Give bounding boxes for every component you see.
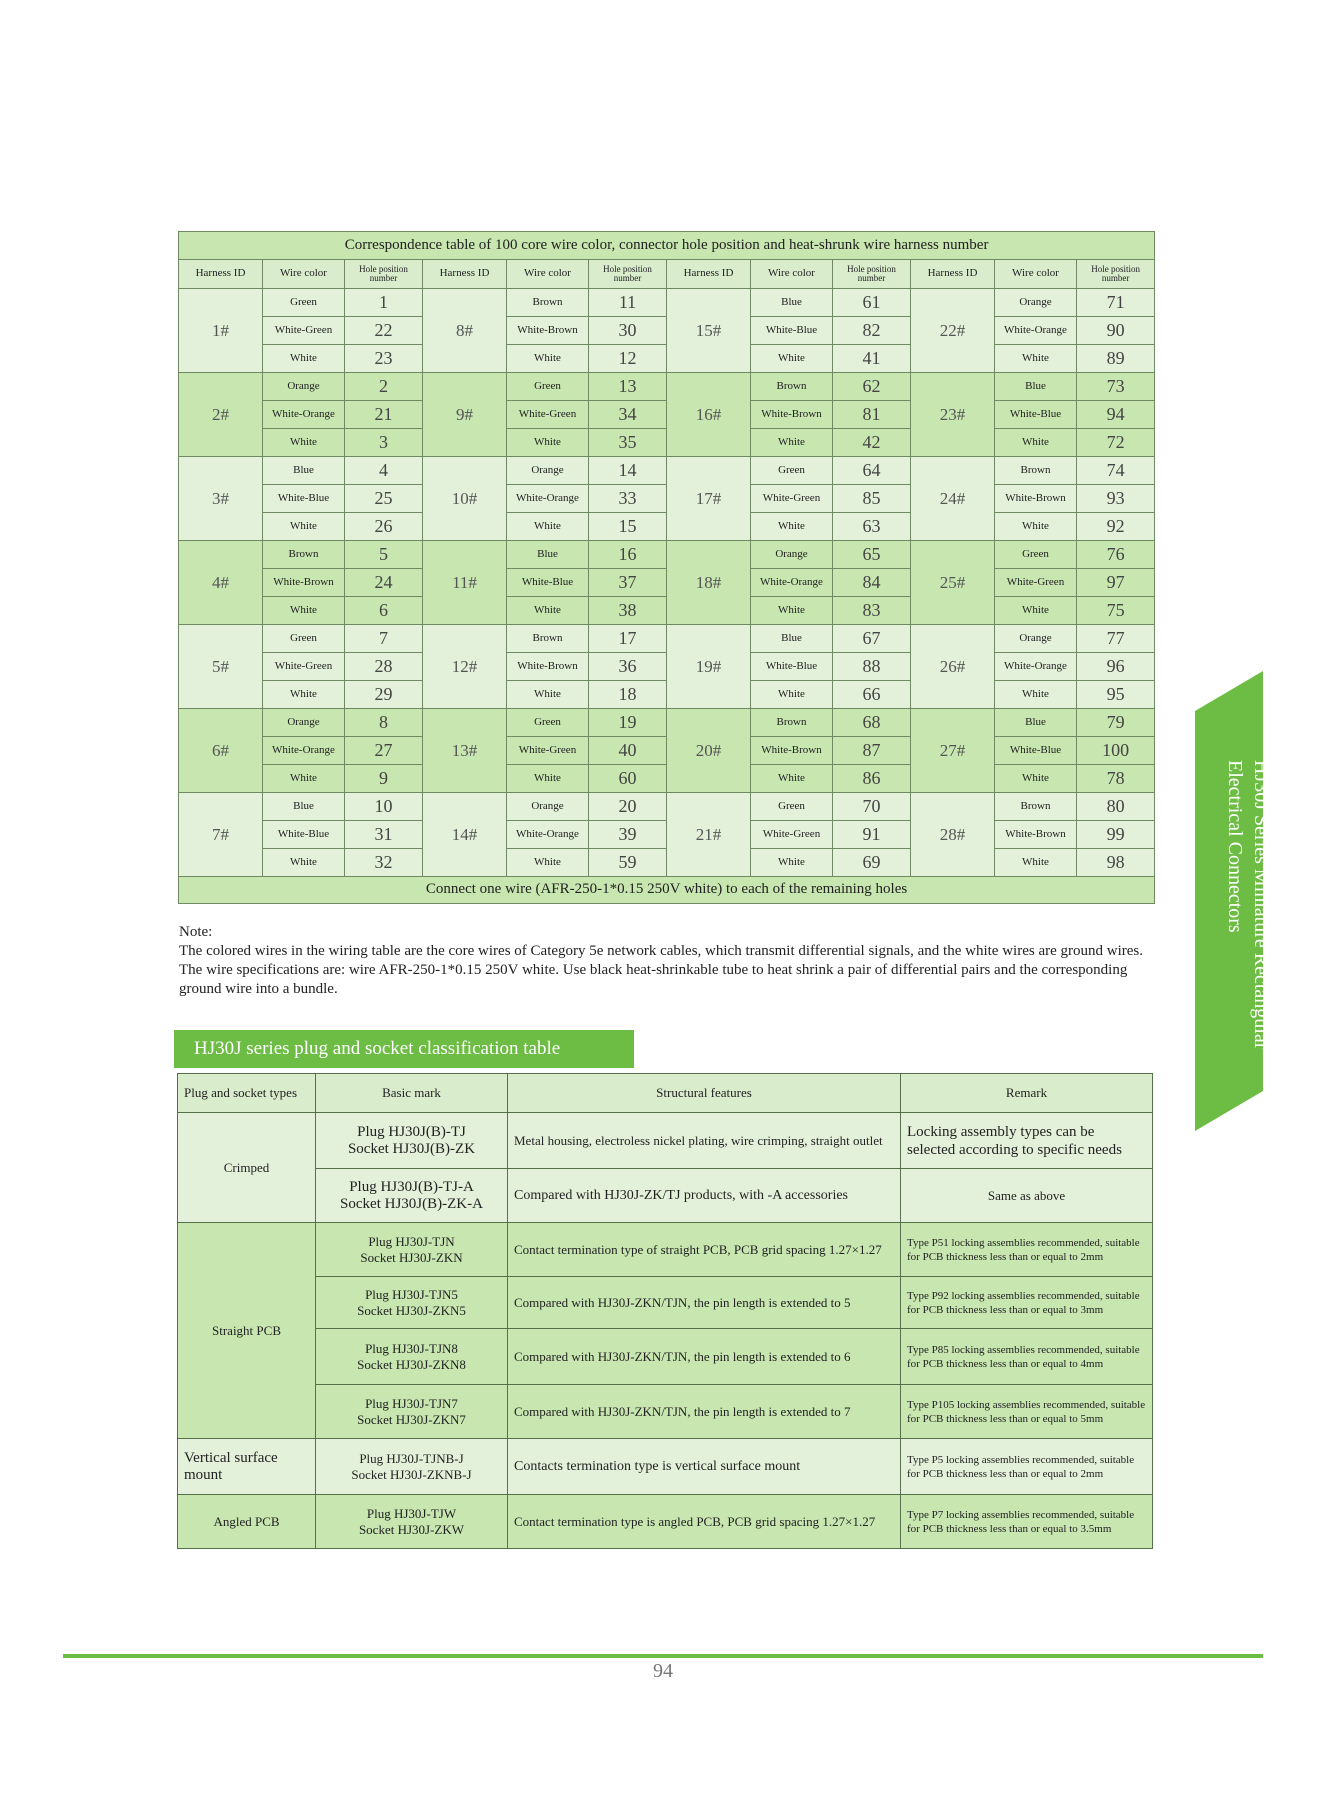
- mark-cell: Plug HJ30J-TJNB-J Socket HJ30J-ZKNB-J: [316, 1439, 508, 1495]
- wire-color: White: [263, 681, 345, 709]
- wire-color: White: [751, 765, 833, 793]
- col-basic-mark: Basic mark: [316, 1074, 508, 1113]
- corr-header: Wire color: [995, 260, 1077, 289]
- hole-position: 27: [345, 737, 423, 765]
- hole-position: 33: [589, 485, 667, 513]
- hole-position: 74: [1077, 457, 1155, 485]
- hole-position: 99: [1077, 821, 1155, 849]
- wire-color: White-Green: [507, 737, 589, 765]
- corr-header: Wire color: [751, 260, 833, 289]
- feature-cell: Contacts termination type is vertical surface mount: [508, 1439, 901, 1495]
- hole-position: 20: [589, 793, 667, 821]
- wire-color: Blue: [751, 625, 833, 653]
- harness-id: 22#: [911, 289, 995, 373]
- side-tab-line2: Electrical Connectors: [1224, 760, 1246, 933]
- wire-color: Orange: [263, 709, 345, 737]
- corr-row: [179, 289, 1155, 317]
- wire-color: White: [507, 345, 589, 373]
- wire-color: White: [751, 681, 833, 709]
- corr-row: [179, 625, 1155, 653]
- wire-color: White-Green: [751, 485, 833, 513]
- hole-position: 65: [833, 541, 911, 569]
- hole-position: 89: [1077, 345, 1155, 373]
- hole-position: 2: [345, 373, 423, 401]
- wire-color: Brown: [995, 457, 1077, 485]
- hole-position: 66: [833, 681, 911, 709]
- wire-color: White: [751, 849, 833, 877]
- wire-color: White-Blue: [507, 569, 589, 597]
- wire-color: White-Green: [263, 317, 345, 345]
- hole-position: 4: [345, 457, 423, 485]
- wire-color: White: [263, 429, 345, 457]
- hole-position: 35: [589, 429, 667, 457]
- mark-cell: Plug HJ30J-TJN7 Socket HJ30J-ZKN7: [316, 1385, 508, 1439]
- hole-position: 24: [345, 569, 423, 597]
- hole-position: 97: [1077, 569, 1155, 597]
- wire-color: White-Green: [507, 401, 589, 429]
- harness-id: 16#: [667, 373, 751, 457]
- hole-position: 64: [833, 457, 911, 485]
- wire-color: Green: [263, 625, 345, 653]
- wire-color: Green: [507, 373, 589, 401]
- mark-cell: Plug HJ30J-TJN8 Socket HJ30J-ZKN8: [316, 1329, 508, 1385]
- wire-color: White-Orange: [507, 821, 589, 849]
- corr-header: Wire color: [507, 260, 589, 289]
- wire-color: Green: [751, 793, 833, 821]
- harness-id: 6#: [179, 709, 263, 793]
- hole-position: 84: [833, 569, 911, 597]
- corr-header: Hole position number: [345, 260, 423, 289]
- note-block: [179, 923, 1154, 999]
- wire-color: Green: [751, 457, 833, 485]
- wire-color: White: [751, 429, 833, 457]
- corr-row: [179, 793, 1155, 821]
- mark-cell: Plug HJ30J-TJN5 Socket HJ30J-ZKN5: [316, 1277, 508, 1329]
- wire-color: Brown: [751, 709, 833, 737]
- harness-id: 19#: [667, 625, 751, 709]
- hole-position: 41: [833, 345, 911, 373]
- hole-position: 8: [345, 709, 423, 737]
- wire-color: Green: [995, 541, 1077, 569]
- harness-id: 12#: [423, 625, 507, 709]
- wire-color: White: [995, 429, 1077, 457]
- mark-cell: Plug HJ30J(B)-TJ-A Socket HJ30J(B)-ZK-A: [316, 1169, 508, 1223]
- wire-color: White-Blue: [995, 401, 1077, 429]
- remark-cell: Locking assembly types can be selected according to specific needs: [901, 1113, 1153, 1169]
- harness-id: 20#: [667, 709, 751, 793]
- hole-position: 38: [589, 597, 667, 625]
- harness-id: 18#: [667, 541, 751, 625]
- hole-position: 31: [345, 821, 423, 849]
- harness-id: 14#: [423, 793, 507, 877]
- wire-color: White: [263, 513, 345, 541]
- hole-position: 61: [833, 289, 911, 317]
- wire-color: Orange: [263, 373, 345, 401]
- wire-color: White-Brown: [751, 401, 833, 429]
- wire-color: White-Brown: [751, 737, 833, 765]
- hole-position: 22: [345, 317, 423, 345]
- hole-position: 13: [589, 373, 667, 401]
- type-straight-pcb: Straight PCB: [178, 1223, 316, 1439]
- wire-color: White: [507, 849, 589, 877]
- hole-position: 85: [833, 485, 911, 513]
- wire-color: White: [507, 765, 589, 793]
- hole-position: 96: [1077, 653, 1155, 681]
- wire-color: White: [751, 513, 833, 541]
- corr-row: [179, 373, 1155, 401]
- correspondence-title: Correspondence table of 100 core wire color, connector hole position and heat-shrunk wire harness number: [179, 232, 1155, 260]
- feature-cell: Compared with HJ30J-ZK/TJ products, with -A accessories: [508, 1169, 901, 1223]
- harness-id: 15#: [667, 289, 751, 373]
- correspondence-table: [178, 231, 1155, 904]
- corr-header: Harness ID: [911, 260, 995, 289]
- wire-color: Orange: [507, 457, 589, 485]
- hole-position: 7: [345, 625, 423, 653]
- hole-position: 98: [1077, 849, 1155, 877]
- wire-color: White: [995, 849, 1077, 877]
- side-tab-title: [1184, 760, 1274, 1060]
- wire-color: White-Blue: [751, 653, 833, 681]
- hole-position: 23: [345, 345, 423, 373]
- wire-color: Brown: [263, 541, 345, 569]
- type-crimped: Crimped: [178, 1113, 316, 1223]
- corr-header: Wire color: [263, 260, 345, 289]
- feature-cell: Contact termination type is angled PCB, PCB grid spacing 1.27×1.27: [508, 1495, 901, 1549]
- wire-color: White-Blue: [263, 821, 345, 849]
- wire-color: White: [751, 597, 833, 625]
- corr-header: Hole position number: [589, 260, 667, 289]
- harness-id: 5#: [179, 625, 263, 709]
- wire-color: Brown: [751, 373, 833, 401]
- type-angled-pcb: Angled PCB: [178, 1495, 316, 1549]
- hole-position: 11: [589, 289, 667, 317]
- harness-id: 1#: [179, 289, 263, 373]
- harness-id: 2#: [179, 373, 263, 457]
- harness-id: 25#: [911, 541, 995, 625]
- hole-position: 18: [589, 681, 667, 709]
- hole-position: 59: [589, 849, 667, 877]
- hole-position: 95: [1077, 681, 1155, 709]
- wire-color: Blue: [751, 289, 833, 317]
- hole-position: 81: [833, 401, 911, 429]
- wire-color: White-Blue: [751, 317, 833, 345]
- hole-position: 40: [589, 737, 667, 765]
- mark-cell: Plug HJ30J-TJW Socket HJ30J-ZKW: [316, 1495, 508, 1549]
- harness-id: 4#: [179, 541, 263, 625]
- wire-color: Blue: [995, 373, 1077, 401]
- wire-color: Green: [263, 289, 345, 317]
- corr-row: [179, 541, 1155, 569]
- hole-position: 80: [1077, 793, 1155, 821]
- corr-row: [179, 457, 1155, 485]
- hole-position: 77: [1077, 625, 1155, 653]
- hole-position: 12: [589, 345, 667, 373]
- wire-color: Blue: [263, 793, 345, 821]
- harness-id: 24#: [911, 457, 995, 541]
- mark-cell: Plug HJ30J-TJN Socket HJ30J-ZKN: [316, 1223, 508, 1277]
- wire-color: White: [507, 513, 589, 541]
- wire-color: White: [995, 345, 1077, 373]
- feature-cell: Contact termination type of straight PCB, PCB grid spacing 1.27×1.27: [508, 1223, 901, 1277]
- wire-color: White-Brown: [263, 569, 345, 597]
- page-number: 94: [653, 1660, 673, 1682]
- hole-position: 82: [833, 317, 911, 345]
- hole-position: 28: [345, 653, 423, 681]
- harness-id: 11#: [423, 541, 507, 625]
- wire-color: Orange: [507, 793, 589, 821]
- wire-color: White: [263, 765, 345, 793]
- col-structural-features: Structural features: [508, 1074, 901, 1113]
- wire-color: Brown: [507, 289, 589, 317]
- hole-position: 87: [833, 737, 911, 765]
- hole-position: 3: [345, 429, 423, 457]
- hole-position: 5: [345, 541, 423, 569]
- wire-color: White-Blue: [263, 485, 345, 513]
- feature-cell: Compared with HJ30J-ZKN/TJN, the pin length is extended to 7: [508, 1385, 901, 1439]
- wire-color: White: [995, 597, 1077, 625]
- corr-header: Harness ID: [179, 260, 263, 289]
- harness-id: 26#: [911, 625, 995, 709]
- hole-position: 73: [1077, 373, 1155, 401]
- hole-position: 75: [1077, 597, 1155, 625]
- harness-id: 17#: [667, 457, 751, 541]
- col-remark: Remark: [901, 1074, 1153, 1113]
- wire-color: White: [263, 345, 345, 373]
- hole-position: 88: [833, 653, 911, 681]
- hole-position: 67: [833, 625, 911, 653]
- wire-color: Brown: [995, 793, 1077, 821]
- wire-color: Orange: [995, 625, 1077, 653]
- wire-color: White-Orange: [995, 317, 1077, 345]
- remark-cell: Same as above: [901, 1169, 1153, 1223]
- col-types: Plug and socket types: [178, 1074, 316, 1113]
- hole-position: 19: [589, 709, 667, 737]
- wire-color: White-Green: [751, 821, 833, 849]
- wire-color: White-Brown: [995, 485, 1077, 513]
- hole-position: 76: [1077, 541, 1155, 569]
- wire-color: White: [263, 849, 345, 877]
- hole-position: 93: [1077, 485, 1155, 513]
- hole-position: 68: [833, 709, 911, 737]
- hole-position: 94: [1077, 401, 1155, 429]
- wire-color: Blue: [263, 457, 345, 485]
- wire-color: White: [507, 429, 589, 457]
- hole-position: 72: [1077, 429, 1155, 457]
- harness-id: 13#: [423, 709, 507, 793]
- note-label: Note:: [179, 924, 213, 940]
- corr-header: Hole position number: [1077, 260, 1155, 289]
- wire-color: White-Blue: [995, 737, 1077, 765]
- hole-position: 21: [345, 401, 423, 429]
- hole-position: 83: [833, 597, 911, 625]
- hole-position: 26: [345, 513, 423, 541]
- remark-cell: Type P5 locking assemblies recommended, suitable for PCB thickness less than or equal to 2mm: [901, 1439, 1153, 1495]
- hole-position: 78: [1077, 765, 1155, 793]
- wire-color: White-Orange: [263, 737, 345, 765]
- wire-color: White: [995, 681, 1077, 709]
- feature-cell: Metal housing, electroless nickel plating, wire crimping, straight outlet: [508, 1113, 901, 1169]
- wire-color: Orange: [995, 289, 1077, 317]
- hole-position: 15: [589, 513, 667, 541]
- hole-position: 37: [589, 569, 667, 597]
- side-tab-line1: HJ30J Series Miniature Rectangular: [1250, 760, 1272, 1050]
- feature-cell: Compared with HJ30J-ZKN/TJN, the pin length is extended to 5: [508, 1277, 901, 1329]
- remark-cell: Type P51 locking assemblies recommended, suitable for PCB thickness less than or equal to 2mm: [901, 1223, 1153, 1277]
- harness-id: 10#: [423, 457, 507, 541]
- footer-rule: [63, 1654, 1263, 1658]
- hole-position: 69: [833, 849, 911, 877]
- hole-position: 25: [345, 485, 423, 513]
- hole-position: 70: [833, 793, 911, 821]
- hole-position: 92: [1077, 513, 1155, 541]
- wire-color: White: [995, 513, 1077, 541]
- wire-color: Blue: [995, 709, 1077, 737]
- correspondence-footer: Connect one wire (AFR-250-1*0.15 250V white) to each of the remaining holes: [179, 877, 1155, 904]
- harness-id: 7#: [179, 793, 263, 877]
- wire-color: White: [751, 345, 833, 373]
- wire-color: White-Orange: [263, 401, 345, 429]
- hole-position: 9: [345, 765, 423, 793]
- wire-color: White-Green: [263, 653, 345, 681]
- wire-color: White: [507, 681, 589, 709]
- hole-position: 16: [589, 541, 667, 569]
- remark-cell: Type P7 locking assemblies recommended, suitable for PCB thickness less than or equal to 3.5mm: [901, 1495, 1153, 1549]
- wire-color: Blue: [507, 541, 589, 569]
- hole-position: 60: [589, 765, 667, 793]
- hole-position: 36: [589, 653, 667, 681]
- wire-color: White-Brown: [507, 653, 589, 681]
- hole-position: 63: [833, 513, 911, 541]
- wire-color: White: [507, 597, 589, 625]
- hole-position: 39: [589, 821, 667, 849]
- wire-color: White-Green: [995, 569, 1077, 597]
- classification-heading: HJ30J series plug and socket classification table: [174, 1030, 634, 1068]
- harness-id: 28#: [911, 793, 995, 877]
- hole-position: 6: [345, 597, 423, 625]
- remark-cell: Type P92 locking assemblies recommended, suitable for PCB thickness less than or equal to 3mm: [901, 1277, 1153, 1329]
- harness-id: 8#: [423, 289, 507, 373]
- type-vertical-surface-mount: Vertical surface mount: [178, 1439, 316, 1495]
- hole-position: 86: [833, 765, 911, 793]
- harness-id: 9#: [423, 373, 507, 457]
- remark-cell: Type P85 locking assemblies recommended, suitable for PCB thickness less than or equal to 4mm: [901, 1329, 1153, 1385]
- wire-color: White-Brown: [995, 821, 1077, 849]
- hole-position: 30: [589, 317, 667, 345]
- harness-id: 27#: [911, 709, 995, 793]
- hole-position: 90: [1077, 317, 1155, 345]
- classification-table: [177, 1073, 1153, 1549]
- hole-position: 29: [345, 681, 423, 709]
- wire-color: White-Brown: [507, 317, 589, 345]
- wire-color: White: [263, 597, 345, 625]
- harness-id: 3#: [179, 457, 263, 541]
- corr-header: Hole position number: [833, 260, 911, 289]
- wire-color: White-Orange: [507, 485, 589, 513]
- corr-header: Harness ID: [423, 260, 507, 289]
- wire-color: White-Orange: [995, 653, 1077, 681]
- hole-position: 34: [589, 401, 667, 429]
- note-text: The colored wires in the wiring table are the core wires of Category 5e network cables, which transmit differential signals, and the white wires are ground wires. The wire specifications are: wire AFR-250-1*0.15 250V white. Use black heat-shrinkable tube to heat shrink a pair of differential pairs and the corresponding ground wire into a bundle.: [179, 943, 1143, 997]
- hole-position: 100: [1077, 737, 1155, 765]
- wire-color: Green: [507, 709, 589, 737]
- hole-position: 42: [833, 429, 911, 457]
- feature-cell: Compared with HJ30J-ZKN/TJN, the pin length is extended to 6: [508, 1329, 901, 1385]
- corr-row: [179, 709, 1155, 737]
- corr-header: Harness ID: [667, 260, 751, 289]
- hole-position: 62: [833, 373, 911, 401]
- wire-color: Orange: [751, 541, 833, 569]
- hole-position: 71: [1077, 289, 1155, 317]
- mark-cell: Plug HJ30J(B)-TJ Socket HJ30J(B)-ZK: [316, 1113, 508, 1169]
- hole-position: 91: [833, 821, 911, 849]
- harness-id: 21#: [667, 793, 751, 877]
- hole-position: 79: [1077, 709, 1155, 737]
- hole-position: 10: [345, 793, 423, 821]
- hole-position: 17: [589, 625, 667, 653]
- wire-color: White: [995, 765, 1077, 793]
- remark-cell: Type P105 locking assemblies recommended, suitable for PCB thickness less than or equal to 5mm: [901, 1385, 1153, 1439]
- hole-position: 14: [589, 457, 667, 485]
- harness-id: 23#: [911, 373, 995, 457]
- hole-position: 1: [345, 289, 423, 317]
- wire-color: White-Orange: [751, 569, 833, 597]
- wire-color: Brown: [507, 625, 589, 653]
- hole-position: 32: [345, 849, 423, 877]
